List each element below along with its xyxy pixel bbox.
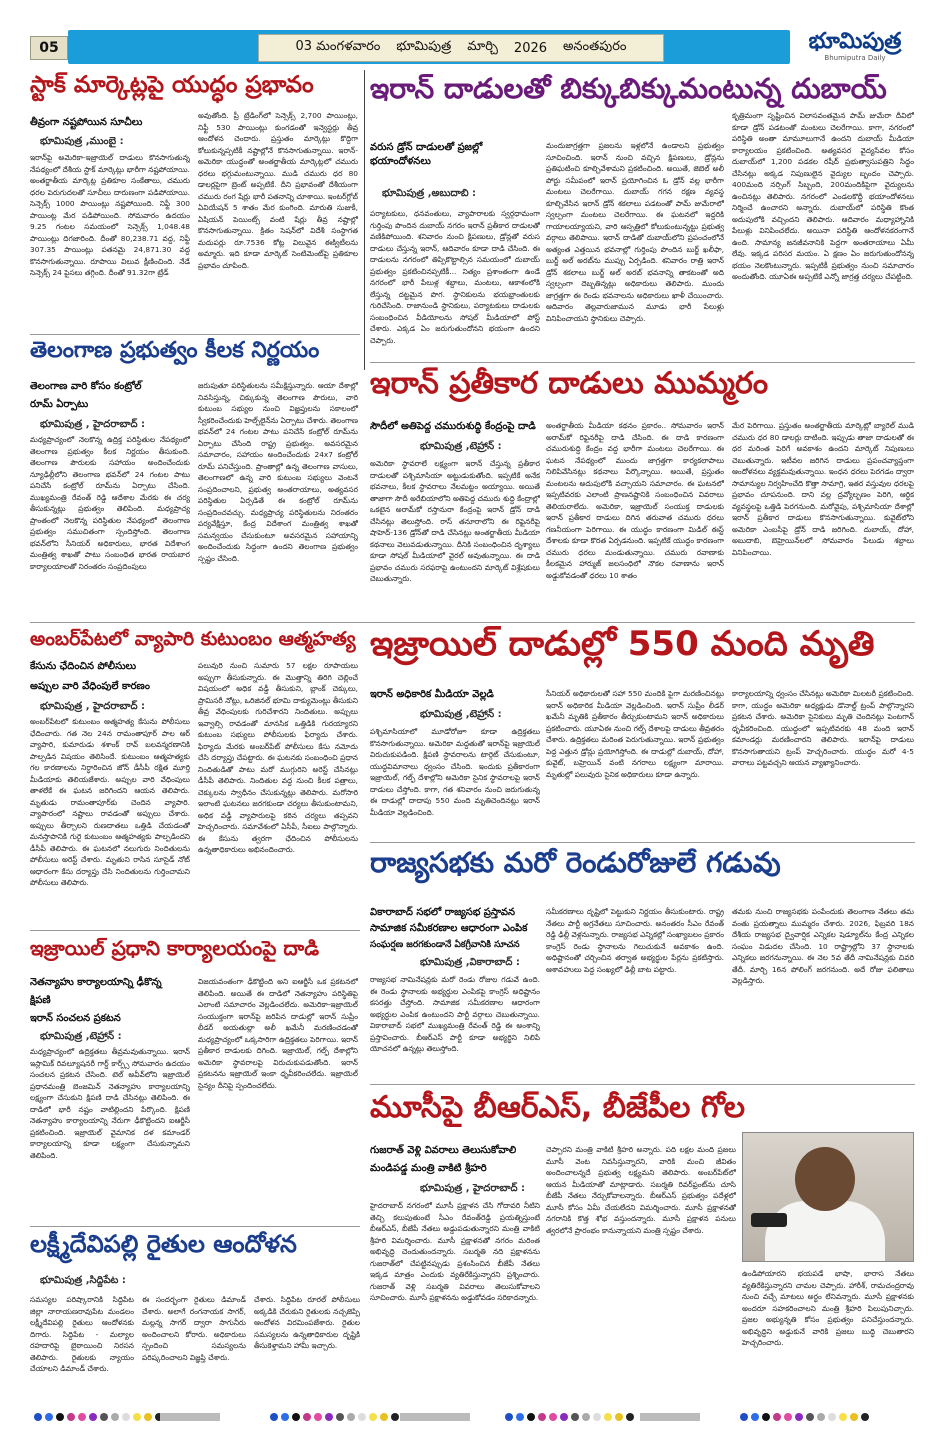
footer-bar	[160, 1413, 220, 1421]
article-subheadline: సంఘర్షణ జరగకుండానే ఏకగ్రీవానికి సూచన	[370, 940, 520, 950]
article-subheadline: తెలంగాణ వారి కోసం కంట్రోల్	[30, 381, 142, 392]
article-subheadline: వరుస డ్రోన్ దాడులతో ప్రజల్లో భయాందోళనలు	[370, 142, 483, 167]
article-column: మందుజాగ్రత్తగా ప్రజలను ఇళ్లలోనే ఉండాలని ప్రభుత్వం సూచించింది. ఇరాన్ నుంచి వచ్చిన క్షిపణులు, డ్రోన్లను ప్రతిఘటించి కూల్చివేశామని ప్రకటించింది. అయితే, జెబెల్ అలీ పోర్టు సమీపంలో ఇరాన్ ప్రయోగించిన ఓ డ్రోన్ వల్ల భారీగా మంటలు చెలరేగాయి. దుబాయ్ గగన రక్షణ వ్యవస్థ కూల్చివేసిన ఇరాన్ డ్రోన్ శకలాలు పడటంతో పామ్ జుమేరాలో స్వల్పంగా మంటలు చెలరేగాయి. ఈ ఘటనలో ఇద్దరికి గాయాలయ్యాయని, వారి ఆస్పత్రిలో కోలుకుంటున్నట్టు ప్రభుత్వ వర్గాలు తెలిపాయి. ఇరాన్ దాడితో దుబాయ్‌లోని ప్రపంచంలోనే అత్యంత ఎత్తయిన భవనాల్లో గుర్తింపు పొందిన బుర్జ్ ఖలీఫా, బుర్జ్ అల్ అరబ్‌ను ముప్పు ఏర్పడింది. శనివారం రాత్రి ఇరాన్ డ్రోన్ శకలాలు బుర్జ్ అల్ అరబ్ భవనాన్ని తాకటంతో అది స్వల్పంగా దెబ్బతిన్నట్లు అధికారులు తెలిపారు. ముందు జాగ్రత్తగా ఈ రెండు భవనాలను అధికారులు ఖాళీ చేయించారు. ఆదివారం తెల్లవారుజామున మూడు భారీ పేలుళ్లు వినిపించాయని స్థానికులు చెప్పారు.	[546, 141, 724, 323]
article-subheadline: క్షిపణి	[30, 995, 51, 1006]
byline: భూమిపుత్ర , హైదరాబాద్ :	[40, 701, 145, 712]
article-column: రాజ్యసభ నామినేషన్లకు మరో రెండు రోజుల గడువే ఉంది. ఈ రెండు స్థానాలకు అభ్యర్థుల ఎంపికపై కాంగ్రెస్ అధిష్టానం కసరత్తు చేస్తోంది. సామాజిక సమీకరణాల ఆధారంగా అభ్యర్థుల ఎంపిక ఉంటుందని పార్టీ వర్గాలు చెబుతున్నాయి. వికారాబాద్ సభలో ముఖ్యమంత్రి రేవంత్ రెడ్డి ఈ అంశాన్ని ప్రస్తావించారు. బీఆర్ఎస్ పార్టీ కూడా అభ్యర్థిని నిలిపే యోచనలో ఉన్నట్లు తెలుస్తోంది.	[370, 975, 540, 1053]
footer-color-dots	[505, 1412, 634, 1422]
article-subheadline: గుజరాత్ వెళ్లి వివరాలు తెలుసుకోవాలి	[370, 1145, 517, 1156]
header-year: 2026	[513, 40, 548, 56]
page-number: 05	[30, 36, 68, 60]
footer-color-dots	[740, 1412, 869, 1422]
section-divider	[30, 334, 360, 335]
minister-photo	[742, 1132, 914, 1262]
article-column: కార్యాలయాన్ని ధ్వంసం చేసినట్లు అమెరికా మిలటరీ ప్రకటించింది. కాగా, యుద్ధం అమెరికా అధ్యక్షుడు డొనాల్డ్ ట్రంప్ పాల్గొన్నారని ప్రకటన చేశారు. అమెరికా సైనికులు మృతి చెందినట్లు పెంటగాన్ ధృవీకరించింది. యుద్ధంలో ఇప్పటివరకు 48 మంది ఇరాన్ కమాండర్లు మరణించారని తెలిపారు. ఇరాన్‌పై దాడులు కొనసాగుతాయని ట్రంప్ హెచ్చరించారు. యుద్ధం మరో 4-5 వారాలు పట్టవచ్చని ఆయన వ్యాఖ్యానించారు.	[732, 689, 914, 767]
article-column: పలువురి నుంచి సుమారు 57 లక్షల రూపాయలు అప్పుగా తీసుకున్నారు. ఈ మొత్తాన్ని తిరిగి చెల్లించే విషయంలో అధిక వడ్డీ తీసుకుని, బ్లాంక్ చెక్కులు, ప్రామిసరీ నోట్లు, ఒరిజినల్ భూమి దాక్యుమెంట్లు తీసుకుని తీవ్ర వేధింపులకు గురిచేశారని నిందితులు. అప్పులు ఇవ్వాల్సి రావడంతో మానసిక ఒత్తిడికి గురయ్యారని కుటుంబ సభ్యులు పోలీసులకు ఫిర్యాదు చేశారు. ఫిర్యాదు మేరకు అంబర్‌పేట్ పోలీసులు కేసు నమోదు చేసి దర్యాప్తు చేపట్టారు. ఈ ఘటనకు సంబంధించి ప్రధాన నిందితుడితో పాటు మరో ముగ్గురిని అరెస్ట్ చేసినట్లు డీసీపీ తెలిపారు. నిందితుల వద్ద నుంచి కీలక పత్రాలు, చెక్కులను స్వాధీనం చేసుకున్నట్లు తెలిపారు. మరోసారి ఇలాంటి ఘటనలు జరగకుండా చర్యలు తీసుకుంటామని, అధిక వడ్డీ వ్యాపారులపై కఠిన చర్యలు తప్పవని హెచ్చరించారు. సమావేశంలో ఏసీపీ, సీఐలు పాల్గొన్నారు. ఈ కేసును త్వరగా ఛేదించిన పోలీసులను ఉన్నతాధికారులు అభినందించారు.	[198, 661, 358, 854]
byline: భూమిపుత్ర ,సిద్దిపేట :	[40, 1275, 126, 1286]
article-column: తమకు నుంచి రాజ్యసభకు పంపేందుకు తెలంగాణ నేతలు తమ వంతు ప్రయత్నాలు ముమ్మరం చేశారు. 2026, ఫిబ్రవరి 18న దేశీయ రాజ్యసభ ద్వైవార్షిక ఎన్నికల షెడ్యూల్‌ను కేంద్ర ఎన్నికల సంఘం విడుదల చేసింది. 10 రాష్ట్రాల్లోని 37 స్థానాలకు ఎన్నికలు జరగనున్నాయి. ఈ నెల 5వ తేదీ నామినేషన్లకు చివరి తేదీ. మార్చి 16న పోలింగ్ జరగనుంది. అదే రోజు ఫలితాలు వెల్లడిస్తారు.	[732, 907, 914, 985]
byline: భూమిపుత్ర ,టెహ్రాన్ :	[40, 1031, 122, 1042]
article-subheadline: వికారాబాద్ సభలో రాజ్యసభ ప్రస్తావన	[370, 907, 516, 918]
byline: భూమిపుత్ర ,ముంబై :	[40, 136, 124, 147]
article-headline: మూసీపై బీఆర్ఎస్, బీజేపీల గోల	[370, 1090, 745, 1125]
article-subheadline: సామాజిక సమీకరణాల ఆధారంగా ఎంపిక	[370, 923, 528, 934]
section-divider	[30, 622, 915, 623]
article-subheadline: సౌదీలో అతిపెద్ద చమురుశుద్ధి కేంద్రంపై దాడి	[370, 421, 536, 432]
article-column: అమెరికా స్థావరాలే లక్ష్యంగా ఇరాన్ చేస్తున్న ప్రతీకార దాడులతో పశ్చిమాసియా అట్టుడుకుతోంది. ఇప్పటికే అనేక భవనాలు, కీలక స్థావరాలు నేలమట్టం అయ్యాయి. అయితే తాజాగా సౌదీ అరేబియాలోని అతిపెద్ద చమురు శుద్ధి కేంద్రాల్లో ఒకటైన అరామ్‌కో రస్తానురా కేంద్రంపై ఇరాన్ డ్రోన్ దాడి చేసినట్లు తెలుస్తోంది. రాస్ తనూరాలోని ఈ రిఫైనరీపై షాహెద్-136 డ్రోన్‌తో దాడి చేసినట్లు అంతర్జాతీయ మీడియా కథనాలు వెలువడుతున్నాయి. దీనికి సంబంధించిన దృశ్యాలు కూడా సోషల్ మీడియాలో వైరల్ అవుతున్నాయి. ఈ దాడి ప్రభావం చమురు సరఫరాపై ఉంటుందని మార్కెట్ విశ్లేషకులు చెబుతున్నారు.	[370, 459, 540, 583]
byline: భూమిపుత్ర ,టెహ్రాన్ :	[420, 709, 502, 720]
byline: భూమిపుత్ర ,అబుదాబి :	[382, 188, 477, 199]
header-city: అనంతపురం	[563, 39, 627, 54]
article-headline: స్టాక్ మార్కెట్లపై యుద్ధం ప్రభావం	[30, 72, 314, 98]
article-column: చెప్పారని మంత్రి వాకిటి శ్రీహరి అన్నారు. పది లక్షల మంది ప్రజలు మూసీ వెంట నివసిస్తున్నారని, వారికి మంచి జీవితం అందించాలన్నదే ప్రభుత్వ లక్ష్యమని తెలిపారు. అంబర్‌పేట్‌లో ఆయన మీడియాతో మాట్లాడారు. సబర్మతి రివర్‌ఫ్రంట్‌ను చూసి బీజేపీ నేతలు నేర్చుకోవాలన్నారు. బీఆర్ఎస్ ప్రభుత్వం పదేళ్లలో మూసీ కోసం ఏమీ చేయలేదని విమర్శించారు. మూసీ ప్రక్షాళనతో నగరానికి కొత్త శోభ వస్తుందన్నారు. మూసీ ప్రక్షాళన పనులు త్వరలోనే ప్రారంభం కానున్నాయని మంత్రి స్పష్టం చేశారు.	[546, 1145, 736, 1235]
article-headline: ఇరాన్ ప్రతీకార దాడులు ముమ్మరం	[370, 366, 769, 401]
byline: భూమిపుత్ర , హైదరాబాద్ :	[40, 419, 145, 430]
article-column: చేశారు. సిద్దిపేట రూరల్ పోలీసులు అక్కడికి చేరుకుని రైతులకు నచ్చజెప్పి ఆందోళన విరమింపజేశారు. రైతుల సమస్యలను ఉన్నతాధికారుల దృష్టికి తీసుకెళ్తామని హామీ ఇచ్చారు.	[254, 1295, 360, 1350]
article-column: హైదరాబాద్ నగరంలో మూసీ ప్రక్షాళన చేసి గోదావరి నీటిని తెచ్చి కలుపుతుంటే సీఎం రేవంత్‌రెడ్డి ప్రయత్నిస్తుంటే బీఆర్ఎస్, బీజేపీ నేతలు అడ్డుపడుతున్నారని మంత్రి వాకిటి శ్రీహరి విమర్శించారు. మూసీ ప్రక్షాళనతో నగరం మరింత అభివృద్ధి చెందుతుందన్నారు. సబర్మతి నది ప్రక్షాళనను గుజరాత్‌లో చేపట్టినప్పుడు ప్రశంసించిన బీజేపీ నేతలు ఇక్కడ మాత్రం ఎందుకు వ్యతిరేకిస్తున్నారని ప్రశ్నించారు. గుజరాత్ వెళ్లి సబర్మతి వివరాలు తెలుసుకోవాలని సూచించారు. మూసీ ప్రక్షాళనను అడ్డుకోవడం సరికాదన్నారు.	[370, 1201, 540, 1302]
article-column: సమీకరణాలు దృష్టిలో పెట్టుకుని నిర్ణయం తీసుకుంటారు. రాష్ట్ర నేతలు పార్టీ అగ్రనేతలు సూచించారు. అనంతరం సీఎం రేవంత్ రెడ్డి ఢిల్లీ వెళ్లనున్నారు. రాజ్యసభ ఎన్నికల్లో సంఖ్యాబలం ప్రకారం కాంగ్రెస్ రెండు స్థానాలను గెలుచుకునే అవకాశం ఉంది. అధిష్టానంతో చర్చించిన తర్వాత అభ్యర్థుల పేర్లను ప్రకటిస్తారు. ఆశావహులు పెద్ద సంఖ్యలో ఢిల్లీ బాట పట్టారు.	[546, 907, 724, 974]
header-paper: భూమిపుత్ర	[396, 39, 452, 54]
article-subheadline: రూమ్ ఏర్పాటు	[30, 399, 89, 410]
section-divider	[30, 1226, 360, 1227]
byline: భూమిపుత్ర , హైదరాబాద్ :	[420, 1183, 525, 1194]
article-column: అంతర్జాతీయ మీడియా కథనం ప్రకారం.. సోమవారం ఇరాన్ అరామ్‌కో రిఫైనరీపై దాడి చేసింది. ఈ దాడి కారణంగా చమురుశుద్ధి కేంద్రం వద్ద భారీగా మంటలు చెలరేగాయి. ఈ ఘటన నేపథ్యంలో ముందు జాగ్రత్తగా కార్యకలాపాలు నిలిపివేసినట్లు కథనాలు పేర్కొన్నాయి. అయితే, ప్రస్తుతం మంటలను అదుపులోకి వచ్చాయని సమాచారం. ఈ ఘటనలో ఇప్పటివరకు ఎలాంటి ప్రాణనష్టానికి సంబంధించిన వివరాలు తెలియరాలేదు. అమెరికా, ఇజ్రాయెల్ సంయుక్త దాడులకు ఇరాన్ ప్రతీకార దాడులు దిగిన తరువాత చమురు ధరలు గణనీయంగా పెరిగాయి. ఈ యుద్ధం కారణంగా మిడిల్ ఈస్ట్ దేశాలకు కూడా కొరత ఏర్పడనుంది. ఇప్పటికే యుద్ధం కారణంగా చమురు ధరలు మండుతున్నాయి. చమురు రవాణాకు కీలకమైన హార్ముజ్ జలసంధిలో నౌకల రవాణాను ఇరాన్ అడ్డుకోవడంతో ధరలు 10 శాతం	[546, 421, 724, 580]
article-subheadline: అప్పుల వారి వేధింపులే కారణం	[30, 681, 150, 692]
article-headline: అంబర్‌పేటలో వ్యాపారి కుటుంబం ఆత్మహత్య	[30, 628, 356, 650]
article-column: విజయవంతంగా ఢీకొట్టింది అని ఐఆర్జీసీ ఒక ప్రకటనలో తెలిపింది. అయితే ఈ దాడిలో నెతన్యాహు పరిస్థితిపై ఎలాంటి సమాచారం వెల్లడించలేదు. అమెరికా-ఇజ్రాయెల్ సంయుక్తంగా ఇరాన్‌పై జరిపిన దాడుల్లో ఇరాన్ సుప్రీం లీడర్ అయతుల్లా అలీ ఖమేనీ మరణించడంతో మధ్యప్రాచ్యంలో ఒక్కసారిగా ఉద్రిక్తతలు పెరిగాయి. ఇరాన్ ప్రతీకార దాడులకు దిగింది. ఇజ్రాయెల్, గల్ఫ్ దేశాల్లోని అమెరికా స్థావరాలపై విరుచుకుపడుతోంది. ఇరాన్ ప్రకటనను ఇజ్రాయెల్ ఇంకా ధృవీకరించలేదు. ఇజ్రాయెల్ సైన్యం దీనిపై స్పందించలేదు.	[198, 977, 358, 1090]
article-column: పర్యాటకులు, ధనవంతులు, వ్యాపారాలకు స్వర్గధామంగా గుర్తింపు పొందిన దుబాయ్ నగరం ఇరాన్ ప్రతీకార దాడులతో వణికిపోయింది. శనివారం నుంచి క్షిపణులు, డ్రోన్లతో వరుస దాడులు చేస్తున్న ఇరాన్, ఆదివారం కూడా దాడి చేసింది. ఈ దాడులను నగరంలో తిప్పికొట్టాల్సిన సమయంలో దుబాయ్ ప్రభుత్వం ప్రకటించినప్పటికీ... నిత్యం ప్రశాంతంగా ఉండే నగరంలో భారీ పేలుళ్ల శబ్దాలు, మంటలు, ఆకాశంలోకి లేస్తున్న దట్టమైన పొగ. స్థానికులను భయభ్రాంతులకు గురిచేసింది. రాజానుండి స్థానికులు, పర్యాటకులు దాడులకు సంబంధించిన వీడియోలను సోషల్ మీడియాలో పోస్ట్ చేశారు. ఎక్కడ ఏం జరుగుతుందోనని భయంగా ఉందని చెప్పారు.	[370, 209, 540, 345]
article-subheadline: కేసును ఛేదించిన పోలీసులు	[30, 661, 137, 672]
section-divider	[30, 930, 360, 931]
masthead	[0, 28, 945, 68]
footer-bar	[400, 1413, 470, 1421]
article-headline: ఇజ్రాయిల్ దాడుల్లో 550 మంది మృతి	[370, 624, 875, 664]
section-divider	[370, 362, 915, 363]
article-column: జరుపుతూ పరిస్థితులను సమీక్షిస్తున్నారు. ఆయా దేశాల్లో నివసిస్తున్న, చిక్కుకున్న తెలంగాణ పౌరులు, వారి కుటుంబ సభ్యుల నుంచి విజ్ఞప్తులను సకాలంలో స్వీకరించేందుకు హెల్ప్‌లైన్‌ను ఏర్పాటు చేశారు. తెలంగాణ భవన్‌లో 24 గంటల పాటు పనిచేసే కంట్రోల్ రూమ్‌ను ఏర్పాటు చేసింది రాష్ట్ర ప్రభుత్వం. అవసరమైన సమాచారం, సహాయం అందించేందుకు 24x7 కంట్రోల్ రూమ్ పనిచేస్తుంది. ప్రాంతాల్లో ఉన్న తెలంగాణ వాసులు, తెలంగాణలో ఉన్న వారి కుటుంబ సభ్యులు వెంటనే సంప్రదించాలని, ప్రభుత్వ అంతరాయాలు, అత్యవసర పరిస్థితుల ఏర్పడితే ఈ కంట్రోల్ రూమ్‌ను సంప్రదించవచ్చు. మధ్యప్రాచ్య పరిస్థితులను నిరంతరం పర్యవేక్షిస్తూ, కేంద్ర విదేశాంగ మంత్రిత్వ శాఖతో సమన్వయం చేసుకుంటూ అవసరమైన సహాయాన్ని అందించేందుకు సిద్ధంగా ఉందని తెలంగాణ ప్రభుత్వం స్పష్టం చేసింది.	[198, 381, 358, 563]
byline: భూమిపుత్ర ,టెహ్రాన్ :	[420, 441, 502, 452]
newspaper-logo	[796, 30, 914, 64]
article-column: కృత్రిమంగా సృష్టించిన విలాసవంతమైన పామ్ జుమేరా దీవిలో కూడా డ్రోన్ పడటంతో మంటలు చెలరేగాయి. కాగా, నగరంలో పరిస్థితి అంతా మామూలుగానే ఉందని దుబాయ్ మీడియా కార్యాలయం ప్రకటించింది. అత్యవసర వైద్యసేవల కోసం దుబాయ్‌లో 1,200 పడకల రషీద్ ప్రభుత్వాసుపత్రిని సిద్ధం చేసినట్లు అక్కడ నిపుణులైన వైద్యుల బృందం చెప్పారు. 400మంది నర్సింగ్ సిబ్బంది, 200మందికిపైగా వైద్యులను ఉంచినట్లు తెలిపారు. నగరంలో ఎండలకొద్దీ భయాందోళనలు నిర్మించే ఉంచారని అన్నారు. దుబాయ్‌లో పరిస్థితి కొంత అదుపులోకి వచ్చిందని తెలిపారు. ఆదివారం మధ్యాహ్నానికి పేలుళ్లు వినిపించలేదు. అయినా పరిస్థితి ఆందోళనకరంగానే ఉంది. సామాన్య జనజీవనానికి పెద్దగా అంతరాయాలు ఏమీ లేవు. ఇక్కడ పరిసర మయం. ఏ క్షణం ఏం జరుగుతుందోనన్న భయం నెలకొంటున్నారు. ఇప్పటికీ ప్రభుత్వం నుంచి సమాచారం అందుతోంది. యూఏఈ అప్పటికే ఎన్నో జాగ్రత్త చర్యలు చేపట్టింది.	[732, 111, 914, 281]
header-month: మార్చి	[467, 39, 498, 54]
article-column: ఉండిపోయారని భయపడే భాషా, భారాస నేతలు వ్యతిరేకిస్తున్నారని చామల చెప్పారు. హారీశ్, రామచంద్రరావు నుంచి వచ్చే మాటలు అర్థం లేనివన్నారు. మూసీ ప్రక్షాళనకు అందరూ సహకరించాలని మంత్రి శ్రీహరి పిలుపునిచ్చారు. ప్రజల అభ్యున్నతి కోసం ప్రభుత్వం పనిచేస్తుందన్నారు. అభివృద్ధిని అడ్డుకునే వారికి ప్రజలు బుద్ధి చెబుతారని హెచ్చరించారు.	[742, 1269, 914, 1347]
header-date: 03 మంగళవారం	[295, 39, 381, 54]
article-subheadline: మండిపడ్డ మంత్రి వాకిటి శ్రీహరి	[370, 1163, 487, 1174]
article-headline: లక్ష్మీదేవిపల్లి రైతుల ఆందోళన	[30, 1230, 297, 1258]
footer-bar	[640, 1413, 700, 1421]
article-subheadline: ఇరాన్ అధికారిక మీడియా వెల్లడి	[370, 689, 494, 700]
footer-color-dots	[270, 1412, 399, 1422]
date-bar	[258, 34, 664, 62]
article-headline: తెలంగాణ ప్రభుత్వం కీలక నిర్ణయం	[30, 338, 320, 363]
article-column: అవుతోంది. ప్రీ ట్రేడింగ్‌లో సెన్సెక్స్ 2,700 పాయింట్లు, నిఫ్టీ 530 పాయింట్లు కుంగడంతో ఇన్వెస్టర్లు తీవ్ర ఆందోళన చెందారు. ప్రస్తుతం మార్కెట్లు కొద్దిగా కోలుకున్నప్పటికీ నష్టాల్లోనే కొనసాగుతున్నాయి. ఇరాన్-అమెరికా యుద్ధంతో అంతర్జాతీయ మార్కెట్లలో చమురు ధరలు భగ్గుమంటున్నాయి. ముడి చమురు ధర 80 డాలర్లపైగా బ్రెంట్ అప్పటికే. దీని ప్రభావంతో దేశీయంగా చమురు రంగ షేర్లు భారీ పతనాన్ని చూశాయి. ఇంటర్‌గ్లోబ్ ఏవియేషన్ 5 శాతం మేర కుంగింది. మారుతి సుజుకీ, ఏషియన్ పెయింట్స్ వంటి షేర్లు తీవ్ర నష్టాల్లో కొనసాగుతున్నాయి. క్రితం సెషన్‌లో విదేశీ సంస్థాగత మదుపర్లు రూ.7536 కోట్ల విలువైన ఈక్విటీలను అమ్మారు. ఇది కూడా మార్కెట్ సెంటిమెంట్‌పై ప్రతికూల ప్రభావం చూపింది.	[198, 111, 358, 270]
article-column: పశ్చిమాసియాలో మూడోరోజూ కూడా ఉద్రిక్తతలు కొనసాగుతున్నాయి. అమెరికా మద్దతుతో ఇరాన్‌పై ఇజ్రాయెల్ విరుచుకుపడింది. క్షిపణి స్థావరాలను టార్గెట్ చేసుకుంటూ, యుద్ధవిమానాలు ధ్వంసం చేసింది. ఇందుకు ప్రతీకారంగా ఇజ్రాయెల్, గల్ఫ్ దేశాల్లోని అమెరికా సైనిక స్థావరాలపై ఇరాన్ దాడులు చేస్తోంది. కాగా, గత శనివారం నుంచి జరుగుతున్న ఈ దాడుల్లో దాదాపు 550 మంది మృతిచెందినట్లు ఇరాన్ మీడియా వెల్లడించింది.	[370, 727, 540, 817]
section-divider	[370, 842, 915, 843]
article-column: మధ్యప్రాచ్యంలో ఉద్రిక్తతలు తీవ్రమవుతున్నాయి. ఇరాన్ ఇస్లామిక్ రివల్యూషనరీ గార్డ్ కార్ప్స్ సోమవారం ఉదయం సంచలన ప్రకటన చేసింది. టెల్ అవీవ్‌లోని ఇజ్రాయెల్ ప్రధానమంత్రి బెంజమిన్ నెతన్యాహు కార్యాలయాన్ని లక్ష్యంగా చేసుకుని క్షిపణి దాడి చేసినట్లు తెలిపింది. ఈ దాడిలో భారీ నష్టం వాటిల్లిందని పేర్కొంది. క్షిపణి నెతన్యాహు కార్యాలయాన్ని నేరుగా ఢీకొట్టిందని ఐఆర్జీసీ ప్రకటించింది. ఇజ్రాయెల్ వైమానిక దళ కమాండర్ కార్యాలయాన్ని కూడా లక్ష్యంగా చేసుకున్నామని తెలిపింది.	[30, 1047, 190, 1160]
article-subheadline: నెతన్యాహు కార్యాలయాన్ని ఢీకొన్న	[30, 977, 162, 988]
article-column: మేర పెరిగాయి. ప్రస్తుతం అంతర్జాతీయ మార్కెట్లో బ్యారెల్ ముడి చమురు ధర 80 డాలర్లు దాటింది. ఇప్పుడు తాజా దాడులతో ఈ ధర మరింత పెరిగే అవకాశం ఉందని మార్కెట్ నిపుణులు చెబుతున్నారు. ఇటీవల జరిగిన దాడులు ప్రపంచవ్యాప్తంగా ఆందోళనలు వ్యక్తమవుతున్నాయి. ఇంధన ధరలు పెరగడం ద్వారా సామాన్యుల నిర్వహించేది కొత్తా సామాగ్రి, ఇతర వస్తువుల ధరలపై ప్రభావం చూపనుంది. దాని వల్ల ద్రవ్యోల్బణం పెరిగి, ఆర్థిక వ్యవస్థలపై ఒత్తిడి పెరగనుంది. మరోవైపు, పశ్చిమాసియా దేశాల్లో ఇరాన్ ప్రతీకార దాడులు కొనసాగుతున్నాయి. కువైట్‌లోని అమెరికా ఎంబసీపై డ్రోన్ దాడి జరిగింది. దుబాయ్, దోహా, అబుదాబి, బెహ్రెయిన్‌లలో సోమవారం పేలుడు శబ్దాలు వినిపించాయి.	[732, 421, 914, 557]
article-column: ఈ సందర్భంగా రైతులు డిమాండ్ చేశారు. అలాగే రంగనాయక సాగర్, మల్లన్న సాగర్ ద్వారా సాగునీరు అందించాలని కోరారు. అధికారులు స్పందించి సమస్యలను పరిష్కరించాలని విజ్ఞప్తి చేశారు.	[142, 1295, 246, 1362]
article-headline: ఇరాన్ దాడులతో బిక్కుబిక్కుమంటున్న దుబాయ్	[370, 72, 887, 105]
article-column: సమస్యల పరిష్కారానికి సిద్దిపేట జిల్లా నారాయణరావుపేట మండలం లక్ష్మీదేవిపల్లి రైతులు ఆందోళనకు దిగారు. సిద్దిపేట - మల్యాల రహదారిపై బైఠాయించి నిరసన తెలిపారు. రైతులకు న్యాయం చేయాలని డిమాండ్ చేశారు.	[30, 1295, 134, 1373]
article-column: ఇరాన్‌పై అమెరికా-ఇజ్రాయెల్ దాడులు కొనసాగుతున్న నేపథ్యంలో దేశీయ స్టాక్ మార్కెట్లు భారీగా నష్టపోయాయి. అంతర్జాతీయ మార్కెట్ల ప్రతికూల సంకేతాలు, చమురు ధరల పెరుగుదలతో సూచీలు దారుణంగా పడిపోయాయి. సెన్సెక్స్ 1000 పాయింట్లు నష్టపోయింది. నిఫ్టీ 300 పాయింట్ల మేర పడిపోయింది. సోమవారం ఉదయం 9.25 గంటల సమయంలో సెన్సెక్స్ 1,048.48 పాయింట్లు దిగజారింది. దీంతో 80,238.71 వద్ద, నిఫ్టీ 307.35 పాయింట్లు పతనమై 24,871.30 వద్ద కొనసాగుతున్నాయి. రూపాయి విలువ క్షీణించింది. నేడే సెన్సెక్స్ 24 పైసలు తగ్గింది. దీంతో 91.32గా ట్రేడ్	[30, 153, 190, 277]
logo-subtext: Bhumiputra Daily	[824, 54, 886, 62]
footer-color-dots	[34, 1412, 163, 1422]
article-column: మధ్యప్రాచ్యంలో నెలకొన్న ఉద్రిక్త పరిస్థితుల నేపథ్యంలో తెలంగాణ ప్రభుత్వం కీలక నిర్ణయం తీసుకుంది. తెలంగాణ పౌరులకు సహాయం అందించేందుకు న్యూఢిల్లీలోని తెలంగాణ భవన్‌లో 24 గంటల పాటు పనిచేసే కంట్రోల్ రూమ్‌ను ఏర్పాటు చేసింది. ముఖ్యమంత్రి రేవంత్ రెడ్డి ఆదేశాల మేరకు ఈ చర్య తీసుకున్నట్లు ప్రభుత్వం తెలిపింది. మధ్యప్రాచ్య ప్రాంతంలో నెలకొన్న పరిస్థితుల నేపథ్యంలో తెలంగాణ ప్రభుత్వం సముచితంగా స్పందిస్తోంది. తెలంగాణ భవన్‌లోని సీనియర్ అధికారులు, భారత విదేశాంగ మంత్రిత్వ శాఖతో పాటు సంబంధిత భారత రాయబార కార్యాలయాలతో నిరంతరం సంప్రదింపులు	[30, 435, 190, 571]
byline: భూమిపుత్ర ,వికారాబాద్ :	[420, 957, 520, 968]
article-subheadline: తీవ్రంగా నష్టపోయిన సూచీలు	[30, 117, 143, 128]
article-column: అంబర్‌పేటలో కుటుంబం ఆత్మహత్య కేసును పోలీసులు ఛేదించారు. గత నెల 24న రామంతాపూర్ పాల ఆర్ వ్యాపారి, కుమారుడు శశాంక్ రావ్ బలవన్మరణానికి పాల్పడిన విషయం తెలిసిందే. కుటుంబం ఆత్మహత్యకు గల కారణాలను నిర్ధారించిన జోన్ డీసీపీ రక్షిత మూర్తి మీడియాకు తెలియజేశారు. అప్పుల వారి వేధింపులు తాళలేకే ఈ ఘటన జరిగిందని ఆయన తెలిపారు. మృతుడు రామంతాపూర్‌కు చెందిన వ్యాపారి. వ్యాపారంలో నష్టాలు రావడంతో అప్పులు చేశారు. అప్పులు తీర్చాలని రుణదాతలు ఒత్తిడి చేయడంతో మనస్తాపానికి గురై కుటుంబం ఆత్మహత్యకు పాల్పడిందని డీసీపీ తెలిపారు. ఈ ఘటనలో నలుగురు నిందితులను పోలీసులు అరెస్ట్ చేశారు. మృతుని రాసిన సూసైడ్ నోట్ ఆధారంగా కేసు దర్యాప్తు చేసి నిందితులను గుర్తించామని పోలీసులు తెలిపారు.	[30, 717, 190, 887]
microphone-icon	[751, 1213, 787, 1227]
column-divider	[364, 70, 365, 370]
section-divider	[370, 1084, 915, 1085]
article-headline: ఇజ్రాయిల్ ప్రధాని కార్యాలయంపై దాడి	[30, 936, 320, 960]
article-column: సీనియర్ అధికారులతో సహా 550 మందికి పైగా మరణించినట్లు ఇరాన్ అధికారిక మీడియా వెల్లడించింది. ఇరాన్ సుప్రీం లీడర్ ఖమేనీ మృతికి ప్రతీకారం తీర్చుకుంటామని ఇరాన్ అధికారులు ప్రకటించారు. యూఏఈ నుంచి గల్ఫ్ దేశాలపై దాడులు తీవ్రతరం చేశారు. ఉద్రిక్తతలు మరింత పెరుగుతున్నాయి. ఇరాన్ ప్రభుత్వం పెద్ద ఎత్తున డ్రోన్లు ప్రయోగిస్తోంది. ఈ దాడుల్లో దుబాయ్, దోహా, కువైట్, బహ్రెయిన్ వంటి నగరాలు లక్ష్యంగా మారాయి. మృతుల్లో పలువురు సైనిక అధికారులు కూడా ఉన్నారు.	[546, 689, 724, 779]
article-headline: రాజ్యసభకు మరో రెండురోజులే గడువు	[370, 846, 781, 879]
article-subheadline: ఇరాన్ సంచలన ప్రకటన	[30, 1013, 121, 1024]
logo-text: భూమిపుత్ర	[808, 29, 902, 54]
